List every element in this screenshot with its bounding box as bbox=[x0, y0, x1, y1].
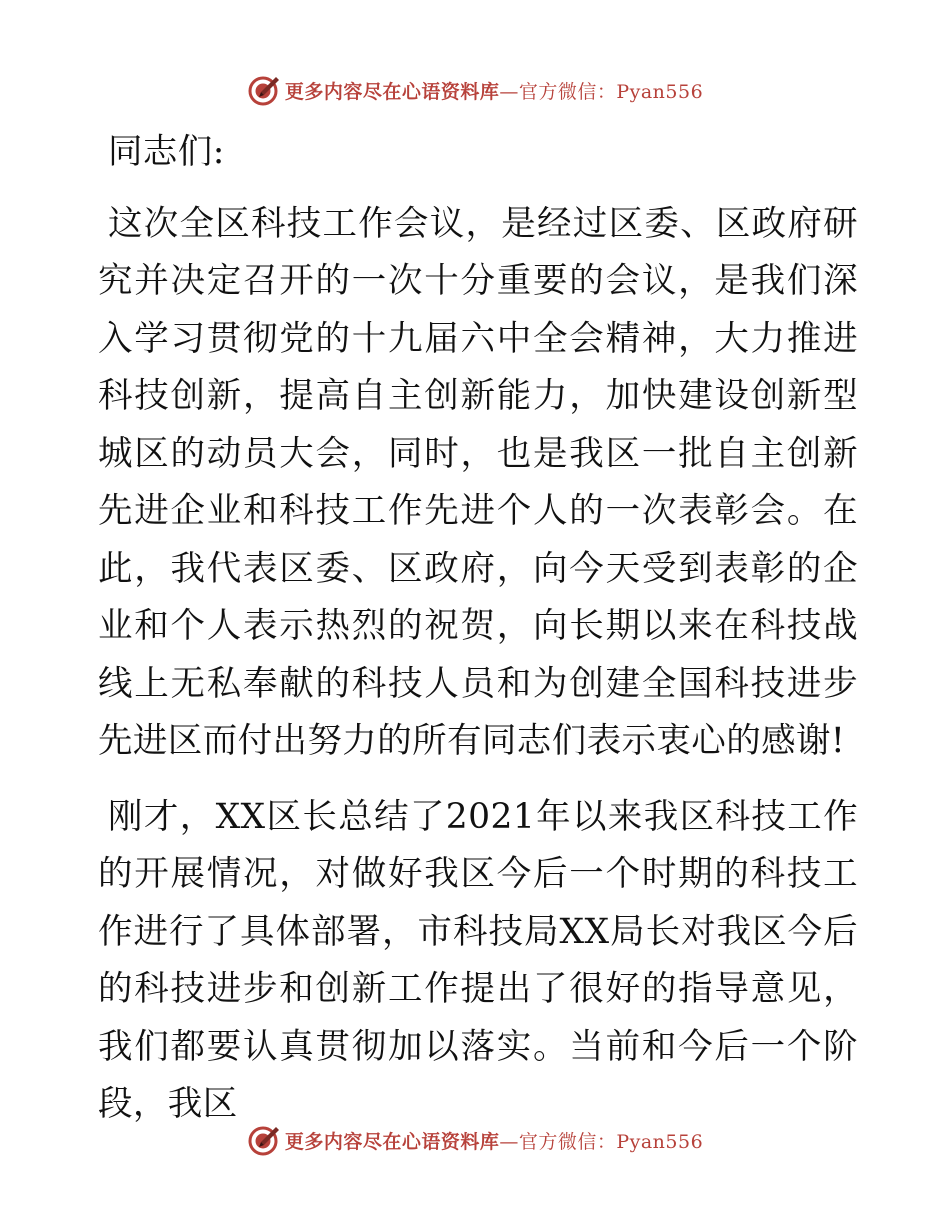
banner-separator: — bbox=[499, 1130, 519, 1153]
header-watermark-banner bbox=[0, 70, 950, 110]
banner-brand-text: 更多内容尽在心语资料库 bbox=[284, 80, 500, 103]
paragraph-2: 刚才，XX区长总结了2021年以来我区科技工作的开展情况，对做好我区今后一个时期的科技工作进行了具体部署，市科技局XX局长对我区今后的科技进步和创新工作提出了很好的指导意见，我们都要认真贯彻加以落实。当前和今后一个阶段，我区 bbox=[98, 796, 858, 1124]
banner-separator: — bbox=[499, 80, 519, 103]
paragraph-1: 这次全区科技工作会议，是经过区委、区政府研究并决定召开的一次十分重要的会议，是我们深入学习贯彻党的十九届六中全会精神，大力推进科技创新，提高自主创新能力，加快建设创新型城区的动员大会，同时，也是我区一批自主创新先进企业和科技工作先进个人的一次表彰会。在此，我代表区委、区政府，向今天受到表彰的企业和个人表示热烈的祝贺，向长期以来在科技战线上无私奉献的科技人员和为创建全国科技进步先进区而付出努力的所有同志们表示衷心的感谢! bbox=[98, 203, 858, 761]
pen-logo-icon bbox=[247, 73, 281, 107]
greeting: 同志们: bbox=[108, 132, 225, 172]
banner-brand-text: 更多内容尽在心语资料库 bbox=[284, 1130, 500, 1153]
banner-wechat-text: 官方微信：Pyan556 bbox=[518, 1130, 704, 1153]
footer-watermark-banner bbox=[0, 1120, 950, 1160]
pen-logo-icon bbox=[247, 1123, 281, 1157]
banner-wechat-text: 官方微信：Pyan556 bbox=[518, 80, 704, 103]
document-body bbox=[98, 124, 858, 1152]
